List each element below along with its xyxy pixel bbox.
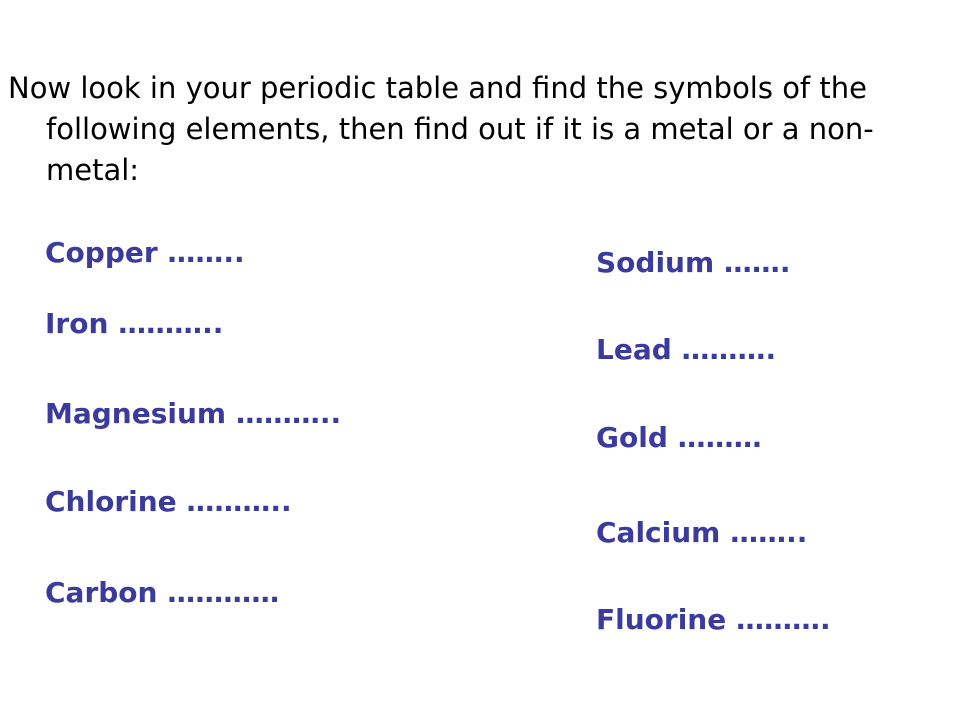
element-sodium: Sodium ……. — [596, 246, 791, 279]
instructions-text — [8, 68, 948, 191]
element-iron: Iron ……….. — [45, 307, 224, 340]
element-copper: Copper …….. — [45, 236, 245, 269]
element-fluorine: Fluorine ………. — [596, 603, 831, 636]
element-carbon: Carbon ………… — [45, 576, 280, 609]
element-magnesium: Magnesium ……….. — [45, 397, 342, 430]
element-lead: Lead ………. — [596, 333, 777, 366]
element-chlorine: Chlorine ……….. — [45, 485, 292, 518]
element-calcium: Calcium …….. — [596, 516, 808, 549]
instructions-body: Now look in your periodic table and find the symbols of the following elements, then find out if it is a metal or a non-metal: — [8, 71, 874, 187]
element-gold: Gold ……… — [596, 421, 762, 454]
